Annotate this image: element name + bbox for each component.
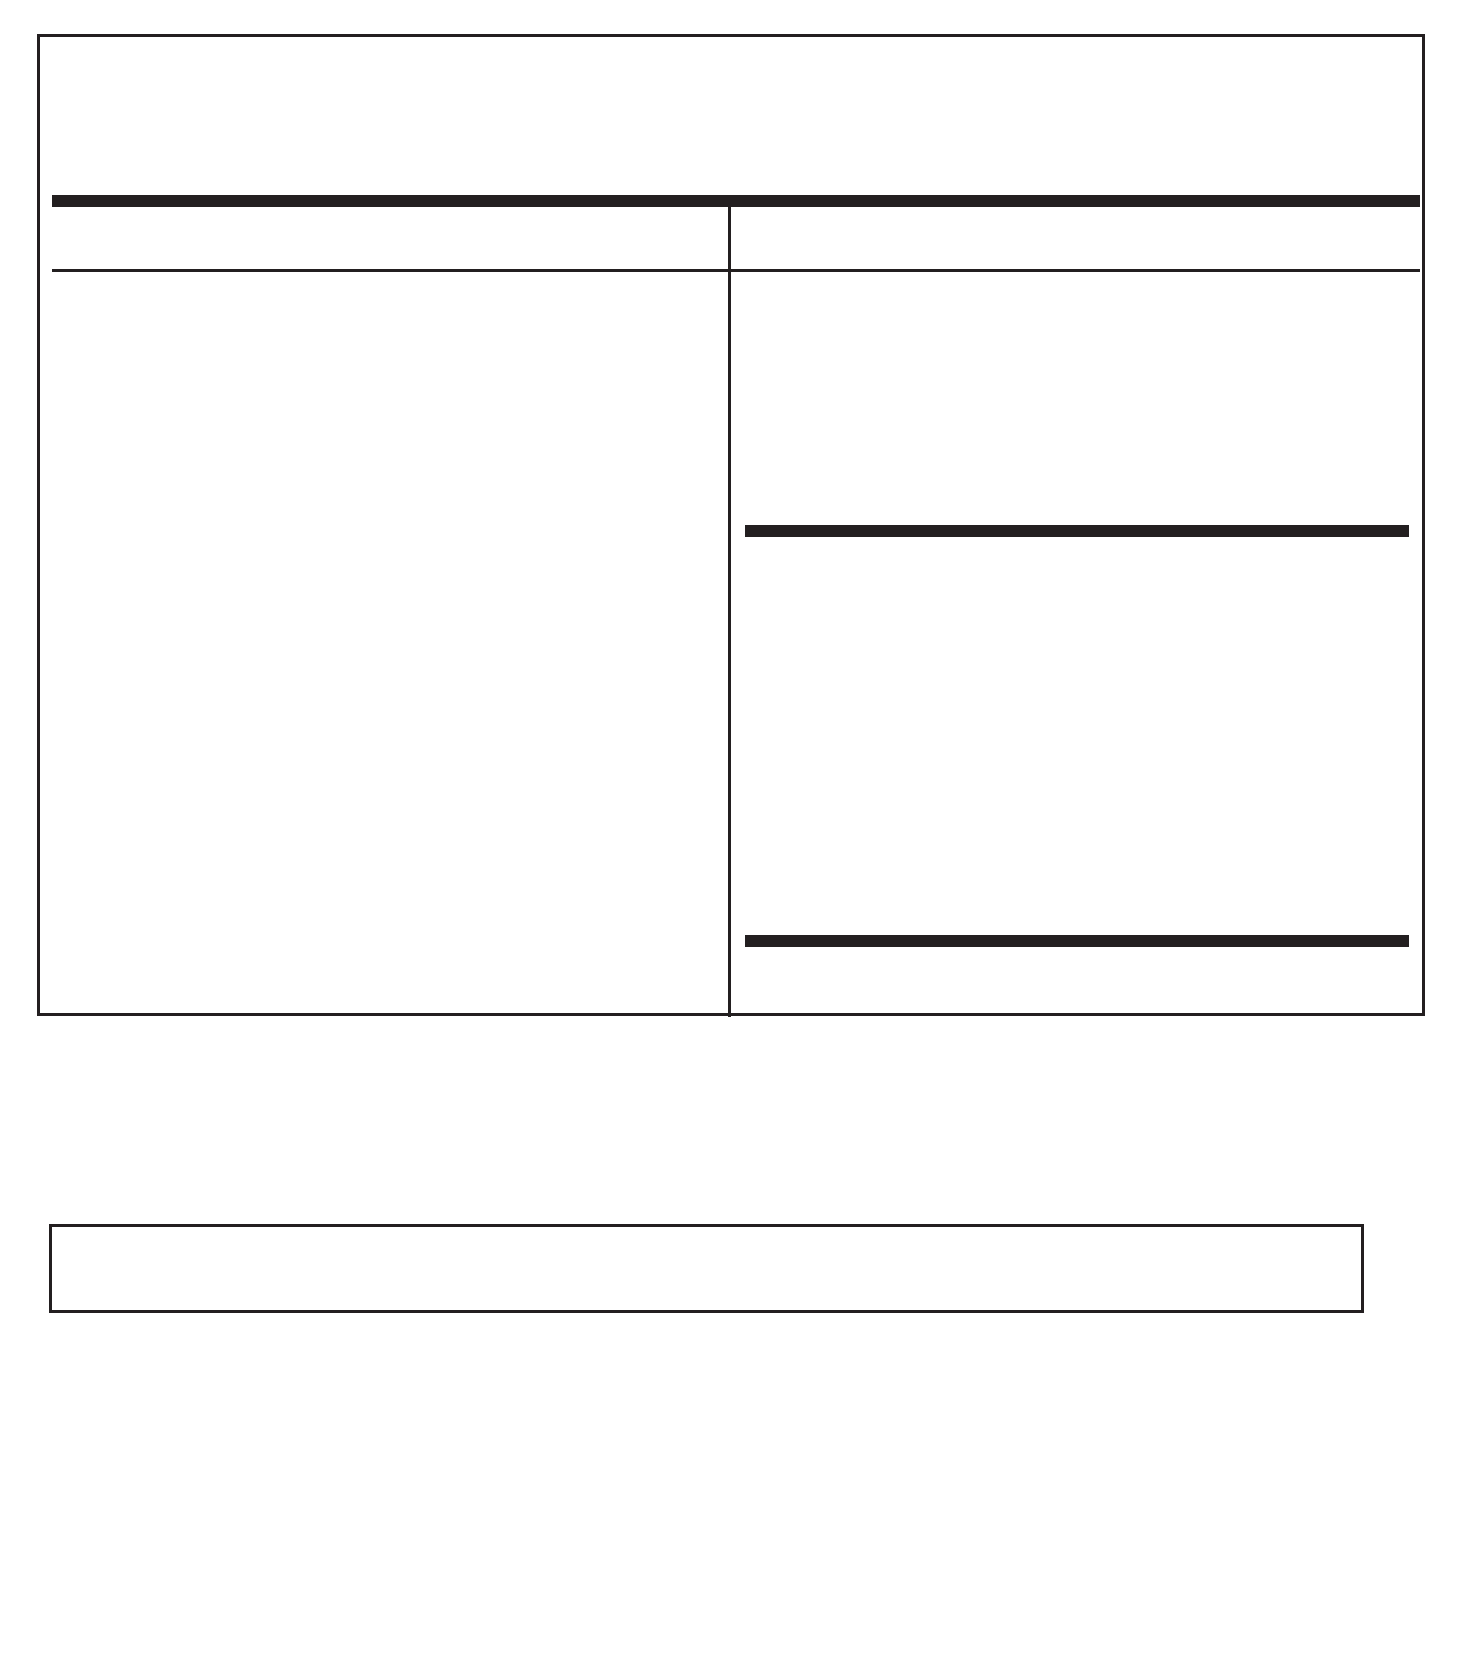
header-rule-left [52, 269, 728, 272]
gluten-free-statement [0, 1108, 1405, 1142]
thick-divider [745, 935, 1409, 947]
warning-box [49, 1224, 1364, 1313]
storage-line [0, 1370, 1405, 1404]
dv-header-left [540, 211, 740, 239]
column-divider [728, 207, 731, 1017]
storage-line [0, 1404, 1405, 1438]
thick-divider [52, 195, 1420, 207]
supplement-facts-panel [37, 34, 1425, 1016]
header-rule-right [731, 269, 1420, 272]
thick-divider [745, 525, 1409, 537]
dv-header-right [1190, 211, 1390, 239]
keep-out-heading [0, 1336, 1405, 1370]
storage-line [0, 1438, 1405, 1472]
product-number [0, 1498, 1405, 1532]
